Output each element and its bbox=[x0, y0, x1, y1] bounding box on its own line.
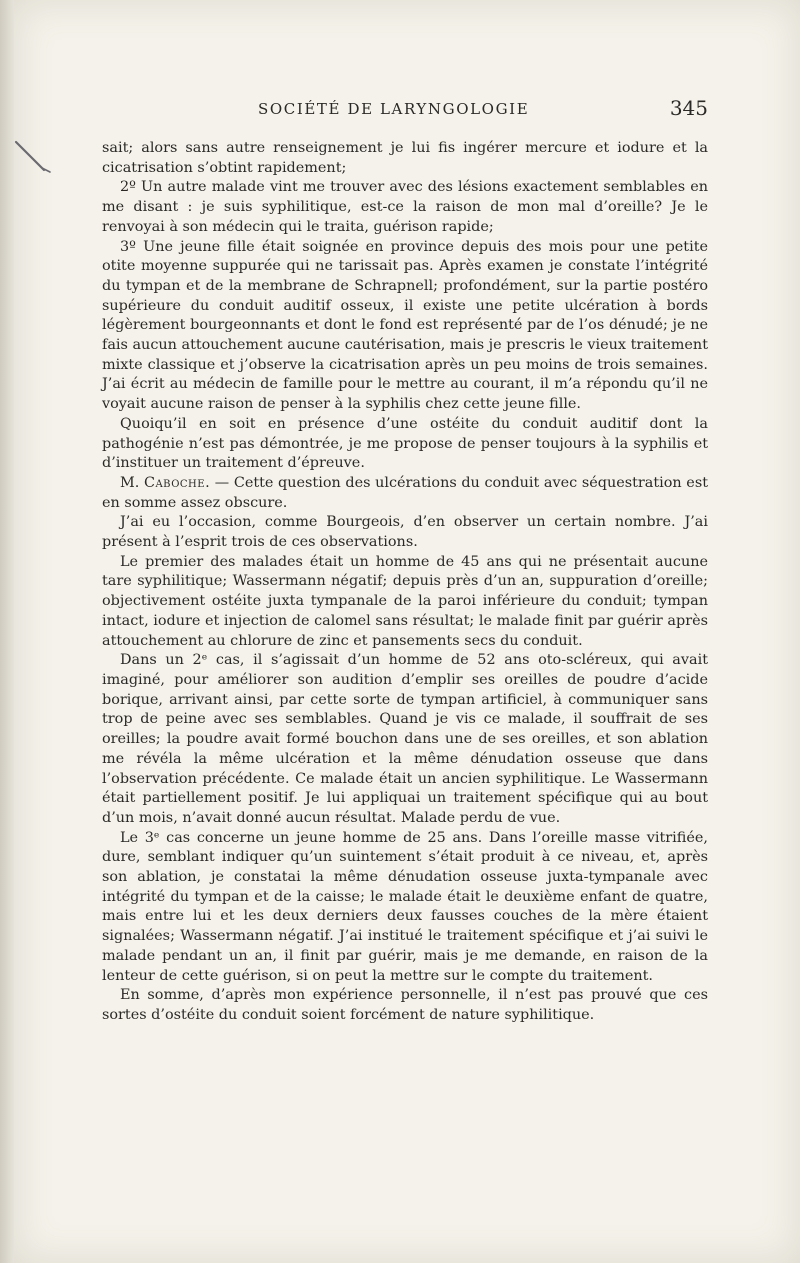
body-text bbox=[102, 139, 708, 1026]
running-header bbox=[258, 96, 708, 124]
paragraph: Quoiqu’il en soit en présence d’une ostéite du conduit auditif dont la pathogénie n’est pas démontrée, je me propose de penser toujours à la syphilis et d’instituer un traitement d’épreuve. bbox=[102, 415, 708, 472]
speaker-prefix: M. bbox=[120, 474, 144, 491]
paragraph: Le premier des malades était un homme de 45 ans qui ne présentait aucune tare syphilitique; Wassermann négatif; depuis près d’un an, suppuration d’oreille; objectivement ostéite juxta tympanale de la paroi inférieure du conduit; tympan intact, iodure et injection de calomel sans résultat; le malade finit par guérir après attouchement au chlorure de zinc et pansements secs du conduit. bbox=[102, 553, 708, 649]
paragraph: Dans un 2ᵉ cas, il s’agissait d’un homme de 52 ans oto-scléreux, qui avait imaginé, pour améliorer son audition d’emplir ses oreilles de poudre d’acide borique, arrivant ainsi, par cette sorte de tympan artificiel, à communiquer sans trop de peine avec ses semblables. Quand je vis ce malade, il souffrait de ses oreilles; la poudre avait formé bouchon dans une de ses oreilles, et son ablation me révéla la même ulcération et la même dénudation osseuse que dans l’observation précédente. Ce malade était un ancien syphilitique. Le Wassermann était partiellement positif. Je lui appliquai un traitement spécifique qui au bout d’un mois, n’avait donné aucun résultat. Malade perdu de vue. bbox=[102, 652, 708, 826]
paragraph: En somme, d’après mon expérience personnelle, il n’est pas prouvé que ces sortes d’ostéite du conduit soient forcément de nature syphilitique. bbox=[102, 987, 708, 1023]
paragraph: 2º Un autre malade vint me trouver avec des lésions exactement semblables en me disant : je suis syphilitique, est-ce la raison de mon mal d’oreille? Je le renvoyai à son médecin qui le traita, guérison rapide; bbox=[102, 179, 708, 235]
speaker-text: — Cette question des ulcérations du conduit avec séquestration est en somme assez obscure. bbox=[102, 474, 708, 511]
speaker-paragraph bbox=[102, 474, 708, 513]
page-gutter bbox=[0, 0, 14, 1263]
speaker-name: Caboche. bbox=[143, 474, 211, 491]
pen-mark-icon bbox=[14, 138, 54, 178]
paragraph: 3º Une jeune fille était soignée en province depuis des mois pour une petite otite moyenne suppurée qui ne tarissait pas. Après examen je constate l’intégrité du tympan et de la membrane de Schrapnell; profondément, sur la partie postéro supérieure du conduit auditif osseux, il existe une petite ulcération à bords légèrement bourgeonnants et dont le fond est représenté par de l’os dénudé; je ne fais aucun attouchement aucune cautérisation, mais je prescris le vieux traitement mixte classique et j’observe la cicatrisation après un peu moins de trois semaines. J’ai écrit au médecin de famille pour le mettre au courant, il m’a répondu qu’il ne voyait aucune raison de penser à la syphilis chez cette jeune fille. bbox=[102, 238, 708, 413]
paragraph: sait; alors sans autre renseignement je lui fis ingérer mercure et iodure et la cicatrisation s’obtint rapidement; bbox=[102, 140, 708, 176]
running-title: SOCIÉTÉ DE LARYNGOLOGIE bbox=[258, 100, 530, 118]
paragraph: J’ai eu l’occasion, comme Bourgeois, d’en observer un certain nombre. J’ai présent à l’esprit trois de ces observations. bbox=[102, 514, 708, 551]
paragraph: Le 3ᵉ cas concerne un jeune homme de 25 ans. Dans l’oreille masse vitrifiée, dure, semblant indiquer qu’un suintement s’était produit à ce niveau, et, après son ablation, je constatai la même dénudation osseuse juxta-tympanale avec intégrité du tympan et de la caisse; le malade était le deuxième enfant de quatre, mais entre lui et les deux derniers deux fausses couches de la mère étaient signalées; Wassermann négatif. J’ai institué le traitement spécifique et j’ai suivi le malade pendant un an, il finit par guérir, mais je me demande, en raison de la lenteur de cette guérison, si on peut la mettre sur le compte du traitement. bbox=[102, 829, 708, 984]
page-number: 345 bbox=[669, 96, 708, 120]
